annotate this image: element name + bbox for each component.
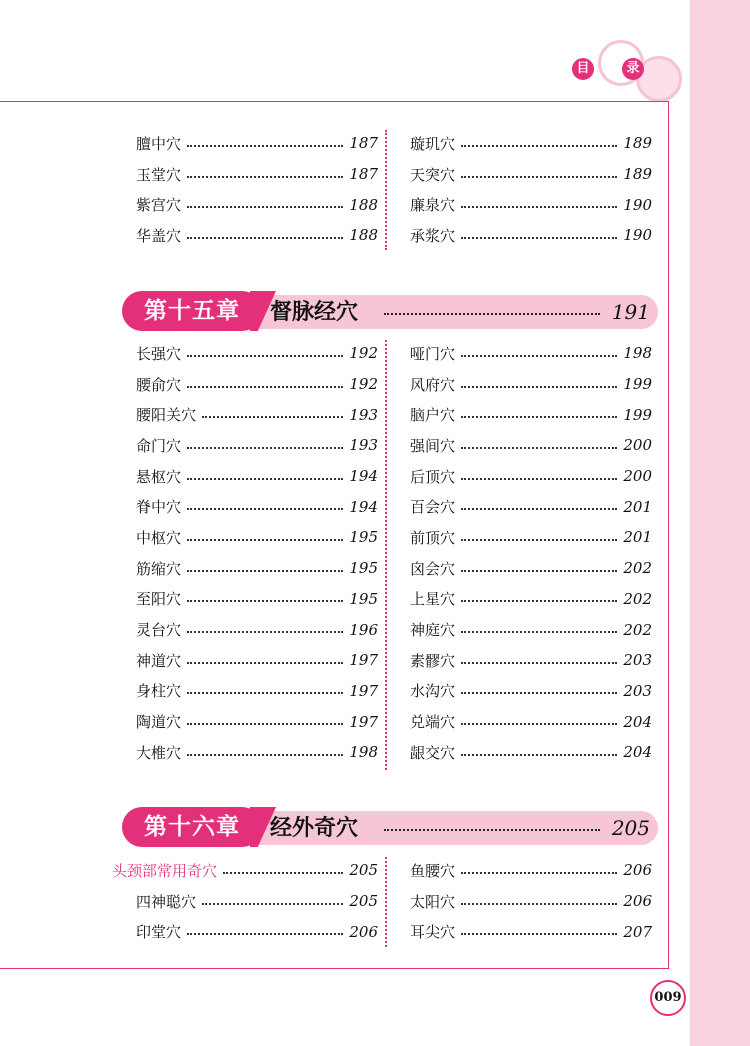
entry-name: 中枢穴 <box>136 528 182 547</box>
leader-dots <box>461 902 617 905</box>
leader-dots <box>187 144 343 147</box>
entry-name: 水沟穴 <box>410 682 456 701</box>
entry-name: 腰俞穴 <box>136 375 182 394</box>
leader-dots <box>187 630 343 633</box>
entry-name: 龈交穴 <box>410 743 456 762</box>
entry-page: 204 <box>623 743 652 762</box>
leader-dots <box>461 354 617 357</box>
toc-entry[interactable] <box>136 553 378 584</box>
toc-column-right <box>410 128 652 251</box>
entry-name: 鱼腰穴 <box>410 861 456 880</box>
entry-name: 印堂穴 <box>136 923 182 942</box>
section-header <box>572 58 644 80</box>
entry-page: 188 <box>349 226 378 245</box>
chapter-page: 191 <box>611 300 650 324</box>
entry-name: 膻中穴 <box>136 134 182 153</box>
leader-dots <box>461 569 617 572</box>
entry-name: 璇玑穴 <box>410 134 456 153</box>
toc-entry[interactable] <box>136 706 378 737</box>
entry-name: 大椎穴 <box>136 743 182 762</box>
leader-dots <box>461 691 617 694</box>
toc-entry[interactable] <box>410 461 652 492</box>
toc-entry[interactable] <box>136 159 378 190</box>
toc-entry[interactable] <box>410 916 652 947</box>
entry-page: 193 <box>349 405 378 424</box>
entry-name: 承浆穴 <box>410 226 456 245</box>
entry-page: 203 <box>623 681 652 700</box>
entry-name: 兑端穴 <box>410 713 456 732</box>
header-char: 录 <box>622 58 644 80</box>
entry-page: 199 <box>623 375 652 394</box>
leader-dots <box>461 932 617 935</box>
page-number: 009 <box>650 980 686 1016</box>
toc-column-left <box>112 855 378 947</box>
entry-page: 187 <box>349 165 378 184</box>
toc-entry[interactable] <box>136 399 378 430</box>
entry-page: 189 <box>623 134 652 153</box>
leader-dots <box>461 661 617 664</box>
leader-dots <box>187 691 343 694</box>
entry-page: 203 <box>623 651 652 670</box>
leader-dots <box>187 205 343 208</box>
toc-entry[interactable] <box>136 491 378 522</box>
entry-page: 206 <box>623 861 652 880</box>
toc-entry[interactable] <box>136 737 378 768</box>
entry-page: 202 <box>623 620 652 639</box>
leader-dots <box>187 175 343 178</box>
entry-page: 202 <box>623 589 652 608</box>
entry-page: 197 <box>349 651 378 670</box>
entry-name: 脑户穴 <box>410 406 456 425</box>
leader-dots <box>187 753 343 756</box>
entry-page: 188 <box>349 195 378 214</box>
leader-dots <box>187 661 343 664</box>
leader-dots <box>461 722 617 725</box>
entry-name: 前顶穴 <box>410 528 456 547</box>
toc-entry[interactable] <box>410 737 652 768</box>
leader-dots <box>461 236 617 239</box>
leader-dots <box>461 599 617 602</box>
toc-entry[interactable] <box>410 645 652 676</box>
entry-page: 195 <box>349 528 378 547</box>
entry-page: 207 <box>623 922 652 941</box>
toc-entry[interactable] <box>410 553 652 584</box>
entry-name-highlight: 头颈部常用奇穴 <box>112 861 218 880</box>
column-separator <box>385 857 387 947</box>
entry-page: 201 <box>623 497 652 516</box>
leader-dots <box>461 446 617 449</box>
entry-name: 天突穴 <box>410 165 456 184</box>
toc-entry[interactable] <box>136 189 378 220</box>
toc-entry[interactable] <box>410 399 652 430</box>
toc-entry[interactable] <box>112 886 378 917</box>
entry-name: 腰阳关穴 <box>136 406 197 425</box>
entry-page: 200 <box>623 436 652 455</box>
entry-page: 204 <box>623 712 652 731</box>
entry-page: 205 <box>349 861 378 880</box>
leader-dots <box>223 871 343 874</box>
entry-page: 198 <box>349 743 378 762</box>
chapter-title: 经外奇穴 <box>270 815 359 841</box>
leader-dots <box>187 236 343 239</box>
entry-name: 至阳穴 <box>136 590 182 609</box>
toc-column-left <box>136 128 378 251</box>
entry-name: 筋缩穴 <box>136 559 182 578</box>
page-edge-band <box>690 0 750 1046</box>
toc-entry[interactable] <box>410 491 652 522</box>
leader-dots <box>187 385 343 388</box>
entry-page: 194 <box>349 497 378 516</box>
entry-page: 195 <box>349 559 378 578</box>
entry-name: 命门穴 <box>136 436 182 455</box>
leader-dots <box>187 932 343 935</box>
toc-entry[interactable] <box>112 916 378 947</box>
toc-entry[interactable] <box>410 855 652 886</box>
toc-entry[interactable] <box>410 886 652 917</box>
leader-dots <box>461 753 617 756</box>
toc-entry[interactable] <box>136 430 378 461</box>
leader-dots <box>461 415 617 418</box>
entry-name: 紫宫穴 <box>136 196 182 215</box>
chapter-title: 督脉经穴 <box>270 299 359 325</box>
toc-entry[interactable] <box>410 338 652 369</box>
leader-dots <box>187 599 343 602</box>
leader-dots <box>187 507 343 510</box>
entry-name: 身柱穴 <box>136 682 182 701</box>
toc-entry[interactable] <box>410 189 652 220</box>
entry-page: 192 <box>349 375 378 394</box>
leader-dots <box>461 538 617 541</box>
entry-page: 205 <box>349 892 378 911</box>
toc-entry[interactable] <box>136 614 378 645</box>
leader-dots <box>384 313 600 315</box>
entry-name: 悬枢穴 <box>136 467 182 486</box>
leader-dots <box>187 446 343 449</box>
toc-column-left <box>136 338 378 768</box>
entry-name: 百会穴 <box>410 498 456 517</box>
toc-entry[interactable] <box>410 614 652 645</box>
toc-entry[interactable] <box>136 338 378 369</box>
toc-entry[interactable] <box>410 676 652 707</box>
entry-name: 强间穴 <box>410 436 456 455</box>
entry-page: 193 <box>349 436 378 455</box>
chapter-heading[interactable] <box>122 807 658 847</box>
chapter-label: 第十五章 <box>122 291 262 331</box>
toc-entry[interactable] <box>410 159 652 190</box>
entry-page: 196 <box>349 620 378 639</box>
toc-entry[interactable] <box>410 220 652 251</box>
leader-dots <box>187 722 343 725</box>
bottom-rule <box>0 968 668 969</box>
toc-column-right <box>410 855 652 947</box>
toc-entry[interactable] <box>410 584 652 615</box>
leader-dots <box>187 569 343 572</box>
toc-entry[interactable] <box>136 128 378 159</box>
leader-dots <box>461 630 617 633</box>
toc-entry[interactable] <box>410 430 652 461</box>
entry-name: 神庭穴 <box>410 621 456 640</box>
entry-page: 192 <box>349 344 378 363</box>
entry-name: 灵台穴 <box>136 621 182 640</box>
entry-name: 玉堂穴 <box>136 165 182 184</box>
leader-dots <box>187 354 343 357</box>
entry-page: 189 <box>623 165 652 184</box>
toc-entry[interactable] <box>410 706 652 737</box>
entry-page: 199 <box>623 405 652 424</box>
toc-entry[interactable] <box>136 584 378 615</box>
leader-dots <box>461 385 617 388</box>
leader-dots <box>384 829 600 831</box>
entry-name: 哑门穴 <box>410 344 456 363</box>
toc-entry[interactable] <box>136 461 378 492</box>
entry-name: 长强穴 <box>136 344 182 363</box>
entry-page: 190 <box>623 226 652 245</box>
entry-page: 206 <box>623 892 652 911</box>
entry-page: 200 <box>623 467 652 486</box>
entry-name: 神道穴 <box>136 651 182 670</box>
entry-page: 202 <box>623 559 652 578</box>
entry-name: 四神聪穴 <box>136 892 197 911</box>
toc-entry[interactable] <box>136 522 378 553</box>
toc-entry[interactable] <box>136 220 378 251</box>
entry-name: 太阳穴 <box>410 892 456 911</box>
entry-name: 廉泉穴 <box>410 196 456 215</box>
entry-page: 201 <box>623 528 652 547</box>
entry-page: 198 <box>623 344 652 363</box>
toc-entry[interactable] <box>410 128 652 159</box>
chapter-page: 205 <box>611 816 650 840</box>
leader-dots <box>461 144 617 147</box>
leader-dots <box>461 477 617 480</box>
leader-dots <box>461 175 617 178</box>
toc-entry[interactable] <box>136 369 378 400</box>
chapter-label: 第十六章 <box>122 807 262 847</box>
column-separator <box>385 340 387 770</box>
entry-page: 187 <box>349 134 378 153</box>
top-rule <box>0 101 668 102</box>
entry-name: 华盖穴 <box>136 226 182 245</box>
entry-page: 195 <box>349 589 378 608</box>
leader-dots <box>187 538 343 541</box>
entry-name: 风府穴 <box>410 375 456 394</box>
entry-page: 206 <box>349 922 378 941</box>
entry-page: 190 <box>623 195 652 214</box>
header-char: 目 <box>572 58 594 80</box>
entry-name: 耳尖穴 <box>410 923 456 942</box>
entry-name: 上星穴 <box>410 590 456 609</box>
entry-name: 囟会穴 <box>410 559 456 578</box>
chapter-heading[interactable] <box>122 291 658 331</box>
entry-page: 197 <box>349 712 378 731</box>
entry-name: 后顶穴 <box>410 467 456 486</box>
leader-dots <box>461 205 617 208</box>
toc-entry[interactable] <box>410 522 652 553</box>
entry-page: 194 <box>349 467 378 486</box>
right-rule <box>668 101 669 969</box>
toc-column-right <box>410 338 652 768</box>
toc-entry[interactable] <box>136 645 378 676</box>
leader-dots <box>461 871 617 874</box>
leader-dots <box>461 507 617 510</box>
leader-dots <box>202 415 343 418</box>
entry-name: 素髎穴 <box>410 651 456 670</box>
entry-name: 陶道穴 <box>136 713 182 732</box>
entry-name: 脊中穴 <box>136 498 182 517</box>
leader-dots <box>202 902 343 905</box>
entry-page: 197 <box>349 681 378 700</box>
column-separator <box>385 130 387 250</box>
toc-entry[interactable] <box>112 855 378 886</box>
leader-dots <box>187 477 343 480</box>
toc-entry[interactable] <box>136 676 378 707</box>
toc-entry[interactable] <box>410 369 652 400</box>
